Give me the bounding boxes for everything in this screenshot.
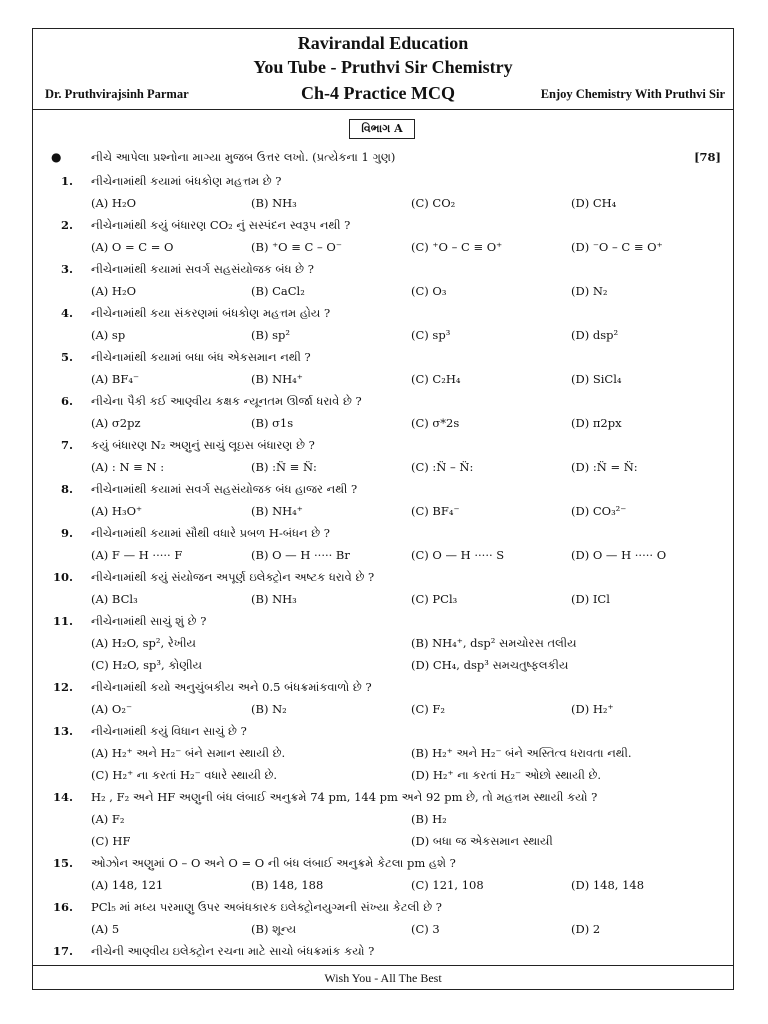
option-c: (C) :N̈ – N̈: <box>411 460 474 474</box>
question-text: નીચેનામાંથી કયા સંકરણમાં બંધકોણ મહત્તમ હોય ? <box>91 306 331 320</box>
option-b: (B) sp² <box>251 328 290 342</box>
option-b: (B) N₂ <box>251 702 287 716</box>
institute-title: Ravirandal Education <box>297 33 469 53</box>
option-b: (B) NH₃ <box>251 592 297 606</box>
option-a: (A) σ2pz <box>91 416 141 430</box>
option-a: (A) : N ≡ N : <box>91 460 165 474</box>
question-text: નીચેનામાંથી સાચું શું છે ? <box>91 614 207 628</box>
option-a: (A) 148, 121 <box>91 878 164 892</box>
option-b: (B) CaCl₂ <box>251 284 305 298</box>
option-d: (D) CO₃²⁻ <box>571 504 627 518</box>
option-a: (A) H₃O⁺ <box>91 504 143 518</box>
option-b: (B) 148, 188 <box>251 878 324 892</box>
option-c: (C) ⁺O – C ≡ O⁺ <box>411 240 503 254</box>
question-text: નીચેનામાંથી કયામાં સવર્ગ સહસંયોજક બંધ છે ? <box>91 262 314 276</box>
page-frame <box>32 28 734 990</box>
option-a: (A) BCl₃ <box>91 592 138 606</box>
question-number: 11. <box>52 614 73 628</box>
option-d: (D) 148, 148 <box>571 878 645 892</box>
option-c: (C) O — H ····· S <box>411 548 505 562</box>
options-row <box>33 457 733 477</box>
options-row <box>33 809 733 829</box>
option-c-line2: (C) HF <box>91 834 131 848</box>
options-row <box>33 545 733 565</box>
option-a: (A) sp <box>91 328 126 342</box>
question-number: 2. <box>60 218 73 232</box>
section-label: વિભાગ A <box>349 119 415 139</box>
question-text: કયું બંધારણ N₂ અણુનું સાચું લૂઇસ બંધારણ છે ? <box>91 438 315 452</box>
question-number: 6. <box>60 394 73 408</box>
option-b: (B) NH₄⁺ <box>251 504 303 518</box>
question-text: નીચેનામાંથી કયામાં સવર્ગ સહસંયોજક બંધ હાજર નથી ? <box>91 482 358 496</box>
question-text: નીચેની આણ્વીય ઇલેક્ટ્રોન રચના માટે સાચો બંધક્રમાંક કયો ? <box>91 944 375 958</box>
question-text: H₂ , F₂ અને HF અણુની બંધ લંબાઈ અનુક્રમે 74 pm, 144 pm અને 92 pm છે, તો મહત્તમ સ્થાયી કયો ? <box>91 790 598 804</box>
question-row <box>33 479 733 499</box>
question-number: 4. <box>60 306 73 320</box>
options-row <box>33 325 733 345</box>
question-row <box>33 215 733 235</box>
option-d: (D) SiCl₄ <box>571 372 622 386</box>
option-d-line2: (D) બધા જ એકસમાન સ્થાયી <box>411 834 553 848</box>
option-c-line2: (C) H₂O, sp³, કોણીય <box>91 658 203 672</box>
option-a: (A) BF₄⁻ <box>91 372 140 386</box>
question-number: 12. <box>52 680 73 694</box>
channel-title: You Tube - Pruthvi Sir Chemistry <box>253 57 513 77</box>
option-d: (D) dsp² <box>571 328 619 342</box>
chapter-title: Ch-4 Practice MCQ <box>301 83 455 103</box>
question-number: 14. <box>52 790 73 804</box>
option-d-line2: (D) H₂⁺ ના કરતાં H₂⁻ ઓછો સ્થાયી છે. <box>411 768 602 782</box>
option-b: (B) ⁺O ≡ C – O⁻ <box>251 240 342 254</box>
question-row <box>33 171 733 191</box>
option-c: (B) H₂⁺ અને H₂⁻ બંને અસ્તિત્વ ધરાવતા નથી. <box>411 746 632 760</box>
options-row <box>33 501 733 521</box>
options-row <box>33 589 733 609</box>
option-a: (A) F₂ <box>91 812 125 826</box>
question-text: PCl₅ માં મધ્ય પરમાણુ ઉપર અબંધકારક ઇલેક્ટ્રોનયુગ્મની સંખ્યા કેટલી છે ? <box>91 900 442 914</box>
question-row <box>33 897 733 917</box>
option-a: (A) H₂O <box>91 284 137 298</box>
options-row <box>33 831 733 851</box>
tagline: Enjoy Chemistry With Pruthvi Sir <box>540 87 725 101</box>
question-row <box>33 391 733 411</box>
option-c: (C) BF₄⁻ <box>411 504 460 518</box>
option-d: (D) 2 <box>571 922 601 936</box>
option-a: (A) H₂O, sp², રેખીય <box>91 636 196 650</box>
option-a: (A) H₂O <box>91 196 137 210</box>
question-text: નીચેનામાંથી કયું બંધારણ CO₂ નું સસ્પંદન સ્વરૂપ નથી ? <box>91 218 351 232</box>
option-b: (B) શૂન્ય <box>251 922 297 936</box>
option-c: (C) CO₂ <box>411 196 456 210</box>
question-number: 17. <box>52 944 73 958</box>
total-marks: [78] <box>694 150 721 164</box>
option-d: (D) CH₄ <box>571 196 617 210</box>
question-text: ઓઝોન અણુમાં O – O અને O = O ની બંધ લંબાઈ અનુક્રમે કેટલા pm હશે ? <box>91 856 456 870</box>
question-text: નીચેનામાંથી કયું વિધાન સાચું છે ? <box>91 724 247 738</box>
option-d: (D) π2px <box>571 416 622 430</box>
option-c: (C) F₂ <box>411 702 446 716</box>
question-row <box>33 941 733 961</box>
header-subrow <box>33 85 733 107</box>
question-row <box>33 721 733 741</box>
author-name: Dr. Pruthvirajsinh Parmar <box>45 87 189 101</box>
question-number: 8. <box>60 482 73 496</box>
option-c: (C) O₃ <box>411 284 447 298</box>
option-c: (B) H₂ <box>411 812 447 826</box>
question-text: નીચેનામાંથી કયામાં બંધકોણ મહત્તમ છે ? <box>91 174 282 188</box>
bullet-icon: ● <box>51 150 62 164</box>
option-c-line2: (C) H₂⁺ ના કરતાં H₂⁻ વધારે સ્થાયી છે. <box>91 768 278 782</box>
option-b: (B) O — H ····· Br <box>251 548 350 562</box>
options-row <box>33 413 733 433</box>
question-row <box>33 303 733 323</box>
option-c: (C) PCl₃ <box>411 592 458 606</box>
option-b: (B) :N̈ ≡ N̈: <box>251 460 317 474</box>
question-text: નીચેનામાંથી કયું સંયોજન અપૂર્ણ ઇલેક્ટ્રોન અષ્ટક ધરાવે છે ? <box>91 570 375 584</box>
question-number: 1. <box>60 174 73 188</box>
options-row <box>33 743 733 763</box>
options-row <box>33 765 733 785</box>
options-row <box>33 699 733 719</box>
question-number: 10. <box>52 570 73 584</box>
footer-text: Wish You - All The Best <box>324 971 442 985</box>
option-a: (A) 5 <box>91 922 120 936</box>
option-c: (C) C₂H₄ <box>411 372 461 386</box>
question-text: નીચેના પૈકી કઈ આણ્વીય કક્ષક ન્યૂનતમ ઊર્જા ધરાવે છે ? <box>91 394 362 408</box>
options-row <box>33 193 733 213</box>
option-a: (A) O = C = O <box>91 240 174 254</box>
question-number: 15. <box>52 856 73 870</box>
question-number: 5. <box>60 350 73 364</box>
question-row <box>33 259 733 279</box>
option-c: (C) 121, 108 <box>411 878 484 892</box>
option-b: (B) NH₄⁺ <box>251 372 303 386</box>
option-d: (D) ⁻O – C ≡ O⁺ <box>571 240 663 254</box>
options-row <box>33 237 733 257</box>
question-row <box>33 523 733 543</box>
option-b: (B) NH₃ <box>251 196 297 210</box>
question-row <box>33 853 733 873</box>
option-a: (A) H₂⁺ અને H₂⁻ બંને સમાન સ્થાયી છે. <box>91 746 286 760</box>
question-row <box>33 567 733 587</box>
options-row <box>33 875 733 895</box>
options-row <box>33 655 733 675</box>
footer-divider <box>33 965 733 966</box>
option-a: (A) O₂⁻ <box>91 702 133 716</box>
option-c: (B) NH₄⁺, dsp² સમચોરસ તલીય <box>411 636 577 650</box>
options-row <box>33 633 733 653</box>
question-row <box>33 435 733 455</box>
options-row <box>33 281 733 301</box>
option-c: (C) sp³ <box>411 328 451 342</box>
option-d: (D) H₂⁺ <box>571 702 614 716</box>
instruction-text: નીચે આપેલા પ્રશ્નોના માગ્યા મુજબ ઉત્તર લખો. (પ્રત્યેકના 1 ગુણ) <box>91 150 396 164</box>
question-text: નીચેનામાંથી કયામાં સૌથી વધારે પ્રબળ H-બંધન છે ? <box>91 526 330 540</box>
question-number: 7. <box>60 438 73 452</box>
options-row <box>33 369 733 389</box>
option-d-line2: (D) CH₄, dsp³ સમચતુષ્ફલકીય <box>411 658 569 672</box>
question-row <box>33 787 733 807</box>
options-row <box>33 919 733 939</box>
question-number: 13. <box>52 724 73 738</box>
question-text: નીચેનામાંથી કયામાં બધા બંધ એકસમાન નથી ? <box>91 350 311 364</box>
option-d: (D) O — H ····· O <box>571 548 667 562</box>
question-row <box>33 347 733 367</box>
question-row <box>33 611 733 631</box>
header-divider <box>33 109 733 110</box>
question-text: નીચેનામાંથી કયો અનુચુંબકીય અને 0.5 બંધક્રમાંકવાળો છે ? <box>91 680 372 694</box>
option-c: (C) σ*2s <box>411 416 460 430</box>
option-d: (D) N₂ <box>571 284 608 298</box>
question-number: 9. <box>60 526 73 540</box>
option-d: (D) ICl <box>571 592 610 606</box>
option-d: (D) :N̈ = N̈: <box>571 460 638 474</box>
option-c: (C) 3 <box>411 922 440 936</box>
instruction-row <box>33 147 733 167</box>
question-number: 3. <box>60 262 73 276</box>
question-row <box>33 677 733 697</box>
option-a: (A) F — H ····· F <box>91 548 183 562</box>
question-number: 16. <box>52 900 73 914</box>
option-b: (B) σ1s <box>251 416 294 430</box>
